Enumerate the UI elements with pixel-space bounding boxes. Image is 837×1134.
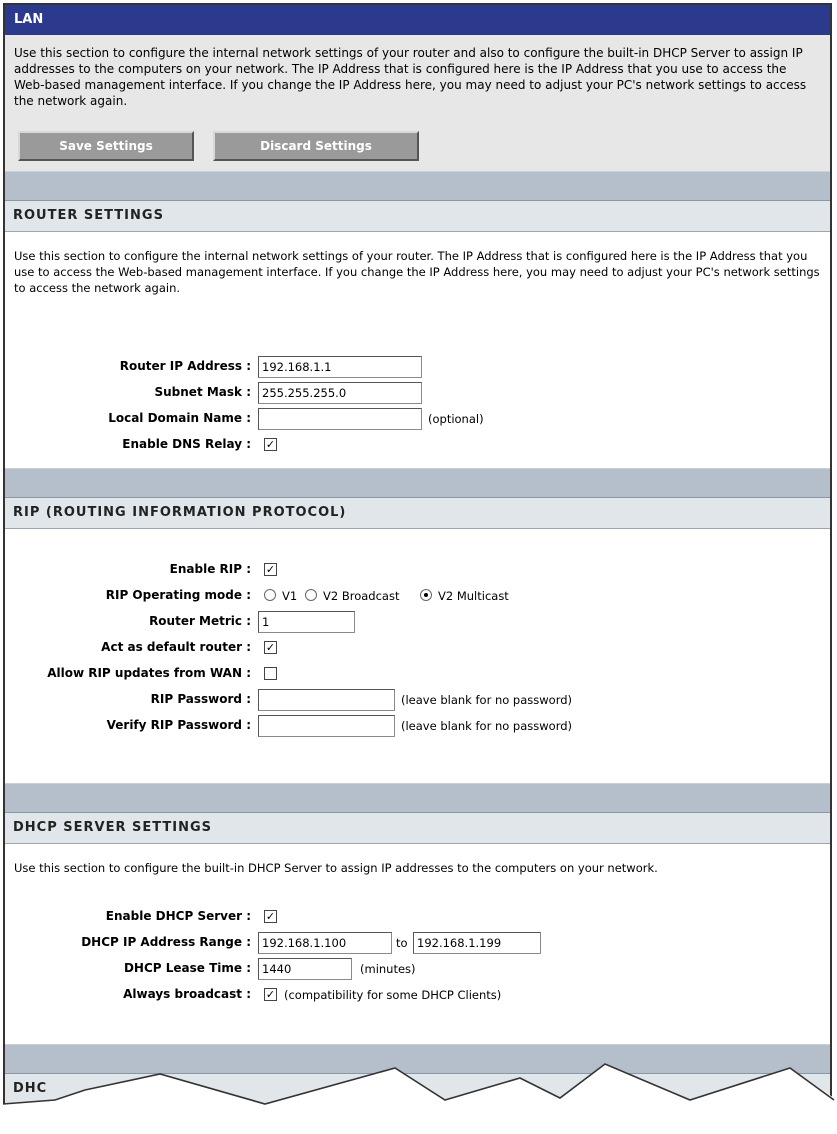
rip-mode-label: RIP Operating mode :: [105, 588, 251, 602]
router-ip-input[interactable]: [258, 356, 422, 378]
router-ip-label: Router IP Address :: [119, 359, 251, 373]
rip-password-input[interactable]: [258, 689, 395, 711]
subnet-mask-input[interactable]: [258, 382, 422, 404]
rip-body: [5, 529, 830, 783]
router-metric-label: Router Metric :: [149, 614, 251, 628]
router-description: Use this section to configure the internal network settings of your router. The IP Address that is configured here is the IP Address that you use to access the Web-based management interface. If you change the IP Address here, you may need to adjust your PC's network settings to access the network again.: [14, 249, 820, 295]
lan-settings-page: [3, 3, 832, 1134]
discard-settings-button[interactable]: Discard Settings: [213, 131, 419, 161]
verify-rip-password-hint: (leave blank for no password): [401, 719, 573, 733]
next-section-title: DHC: [13, 1081, 48, 1096]
enable-dhcp-label: Enable DHCP Server :: [105, 909, 251, 923]
dhcp-range-end-input[interactable]: [413, 932, 541, 954]
enable-rip-checkbox[interactable]: ✓: [265, 563, 276, 576]
verify-rip-password-label: Verify RIP Password :: [106, 718, 251, 732]
lan-intro: [5, 35, 830, 171]
section-divider: [5, 468, 830, 498]
dhcp-lease-label: DHCP Lease Time :: [123, 961, 251, 975]
verify-rip-password-input[interactable]: [258, 715, 395, 737]
rip-password-label: RIP Password :: [150, 692, 251, 706]
rip-mode-v1-radio[interactable]: [264, 589, 276, 601]
dhcp-range-label: DHCP IP Address Range :: [81, 935, 251, 949]
router-settings-body: [5, 232, 830, 468]
page-title-text: LAN: [14, 12, 44, 27]
always-broadcast-label: Always broadcast :: [123, 987, 251, 1001]
torn-paper-white-fill: [0, 1064, 837, 1134]
dhcp-lease-input[interactable]: [258, 958, 352, 980]
enable-rip-label: Enable RIP :: [169, 562, 251, 576]
default-router-label: Act as default router :: [101, 640, 251, 654]
dhcp-range-start-input[interactable]: [258, 932, 392, 954]
rip-wan-label: Allow RIP updates from WAN :: [47, 666, 251, 680]
router-metric-input[interactable]: [258, 611, 355, 633]
rip-mode-v1-label: V1: [282, 589, 298, 603]
rip-wan-checkbox[interactable]: [264, 667, 277, 680]
rip-mode-v2-broadcast-radio[interactable]: [305, 589, 317, 601]
dhcp-lease-hint: (minutes): [360, 962, 416, 976]
lan-description: Use this section to configure the internal network settings of your router and also to configure the built-in DHCP Server to assign IP addresses to the computers on your network. The IP Address that is configured here is the IP Address that you use to access the Web-based management interface. If you change the IP Address here, you may need to adjust your PC's network settings to access the network again.: [14, 46, 807, 108]
save-settings-button[interactable]: Save Settings: [18, 131, 194, 161]
always-broadcast-hint: (compatibility for some DHCP Clients): [284, 988, 502, 1002]
dns-relay-checkbox[interactable]: ✓: [265, 438, 276, 451]
rip-header: RIP (ROUTING INFORMATION PROTOCOL): [5, 498, 830, 529]
subnet-mask-label: Subnet Mask :: [154, 385, 251, 399]
local-domain-hint: (optional): [428, 412, 484, 426]
section-divider: [5, 171, 830, 201]
local-domain-input[interactable]: [258, 408, 422, 430]
dhcp-header: DHCP SERVER SETTINGS: [5, 813, 830, 844]
dhcp-range-to: to: [396, 936, 408, 950]
dhcp-description: Use this section to configure the built-in DHCP Server to assign IP addresses to the computers on your network.: [14, 861, 658, 875]
dhcp-body: [5, 844, 830, 1044]
rip-password-hint: (leave blank for no password): [401, 693, 573, 707]
torn-edge: [0, 1060, 837, 1134]
button-row: [14, 109, 820, 171]
page-title: [5, 5, 830, 35]
section-divider: [5, 783, 830, 813]
rip-mode-v2-broadcast-label: V2 Broadcast: [323, 589, 400, 603]
always-broadcast-checkbox[interactable]: ✓: [265, 988, 276, 1001]
rip-mode-v2-multicast-label: V2 Multicast: [438, 589, 509, 603]
router-settings-header: ROUTER SETTINGS: [5, 201, 830, 232]
enable-dhcp-checkbox[interactable]: ✓: [265, 910, 276, 923]
rip-mode-v2-multicast-radio[interactable]: [420, 589, 432, 601]
local-domain-label: Local Domain Name :: [108, 411, 251, 425]
default-router-checkbox[interactable]: ✓: [265, 641, 276, 654]
dns-relay-label: Enable DNS Relay :: [122, 437, 251, 451]
